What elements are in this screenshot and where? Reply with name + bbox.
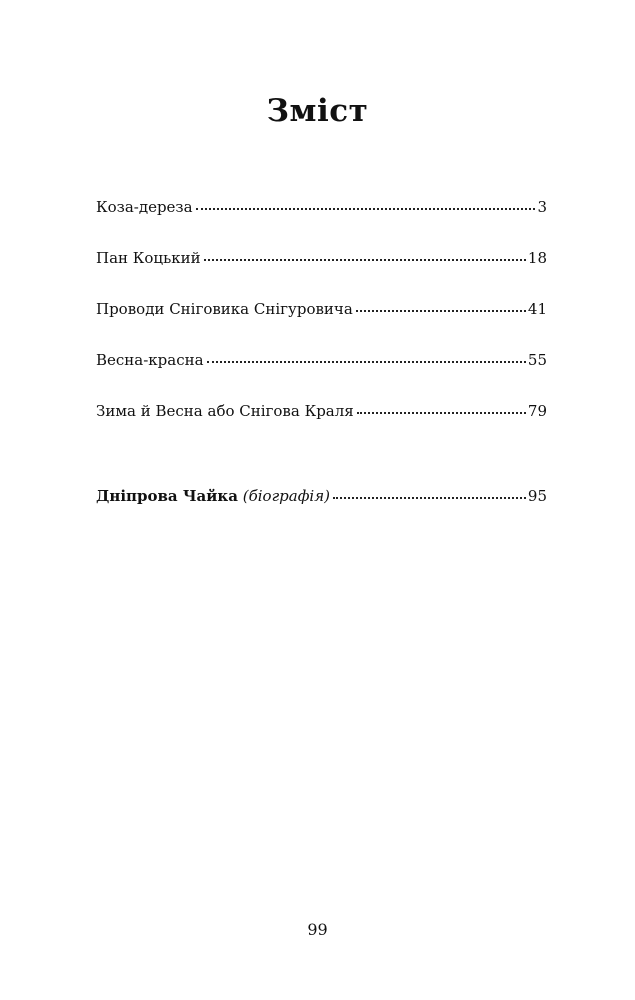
biography-label: (біографія) bbox=[242, 487, 331, 505]
dot-leader bbox=[204, 248, 526, 263]
dot-leader bbox=[356, 299, 526, 314]
biography-author-name: Дніпрова Чайка bbox=[96, 487, 238, 505]
toc-entry-koza-dereza bbox=[96, 193, 547, 244]
dot-leader bbox=[207, 350, 526, 365]
dot-leader bbox=[196, 197, 536, 212]
table-of-contents bbox=[96, 193, 547, 533]
toc-entry-page: 3 bbox=[537, 198, 547, 216]
dot-leader bbox=[333, 486, 526, 501]
toc-entry-title: Проводи Сніговика Снігуровича bbox=[96, 300, 353, 318]
page-number: 99 bbox=[307, 920, 328, 939]
dot-leader bbox=[357, 401, 526, 416]
toc-entry-title: Весна-красна bbox=[96, 351, 204, 369]
page-title: Зміст bbox=[266, 93, 369, 129]
toc-entry-pan-kotskyi bbox=[96, 244, 547, 295]
toc-entry-biography bbox=[96, 482, 547, 533]
toc-entry-page: 79 bbox=[527, 402, 547, 420]
toc-entry-zyma-i-vesna bbox=[96, 397, 547, 448]
toc-entry-page: 95 bbox=[527, 487, 547, 505]
toc-entry-title: Коза-дереза bbox=[96, 198, 193, 216]
toc-entry-provody-snihovyka bbox=[96, 295, 547, 346]
toc-entry-page: 55 bbox=[527, 351, 547, 369]
toc-entry-page: 41 bbox=[527, 300, 547, 318]
toc-entry-title: Зима й Весна або Снігова Краля bbox=[96, 402, 354, 420]
toc-entry-title bbox=[96, 482, 330, 510]
toc-entry-vesna-krasna bbox=[96, 346, 547, 397]
toc-entry-page: 18 bbox=[527, 249, 547, 267]
toc-entry-title: Пан Коцький bbox=[96, 249, 201, 267]
